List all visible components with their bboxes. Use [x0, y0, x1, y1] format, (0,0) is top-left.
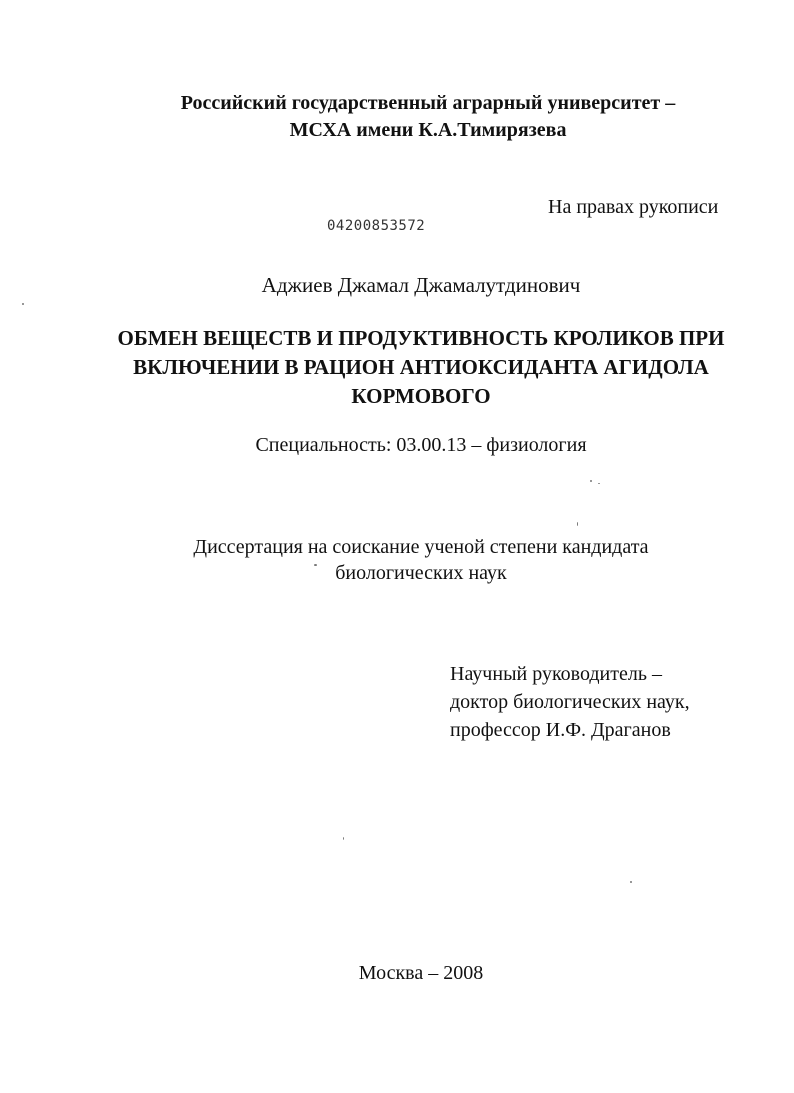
title-line-1: ОБМЕН ВЕЩЕСТВ И ПРОДУКТИВНОСТЬ КРОЛИКОВ ПРИ	[117, 326, 725, 350]
supervisor-line-3: профессор И.Ф. Драганов	[450, 719, 671, 741]
supervisor-line-1: Научный руководитель –	[450, 663, 662, 685]
scan-speck	[577, 522, 578, 526]
title-line-2: ВКЛЮЧЕНИИ В РАЦИОН АНТИОКСИДАНТА АГИДОЛА	[133, 355, 709, 379]
scan-speck	[630, 881, 632, 883]
author-name: Аджиев Джамал Джамалутдинович	[261, 273, 581, 297]
scan-speck	[590, 480, 592, 482]
degree-line-1: Диссертация на соискание ученой степени кандидата	[193, 536, 649, 558]
university-line-1: Российский государственный аграрный университет –	[180, 92, 676, 114]
supervisor-block	[450, 660, 690, 744]
specialty-line: Специальность: 03.00.13 – физиология	[255, 434, 587, 456]
scan-speck	[598, 483, 600, 484]
scan-speck	[22, 303, 24, 305]
dissertation-title	[0, 324, 794, 411]
supervisor-line-2: доктор биологических наук,	[450, 691, 690, 713]
scan-speck	[314, 564, 317, 566]
manuscript-note: На правах рукописи	[548, 196, 719, 218]
university-line-2: МСХА имени К.А.Тимирязева	[289, 119, 567, 141]
archive-number-stamp: 04200853572	[327, 218, 426, 234]
degree-statement	[0, 534, 794, 586]
city-year: Москва – 2008	[358, 962, 484, 984]
degree-line-2: биологических наук	[335, 562, 507, 584]
scan-speck	[343, 837, 344, 840]
title-line-3: КОРМОВОГО	[351, 384, 491, 408]
university-header	[0, 90, 794, 144]
